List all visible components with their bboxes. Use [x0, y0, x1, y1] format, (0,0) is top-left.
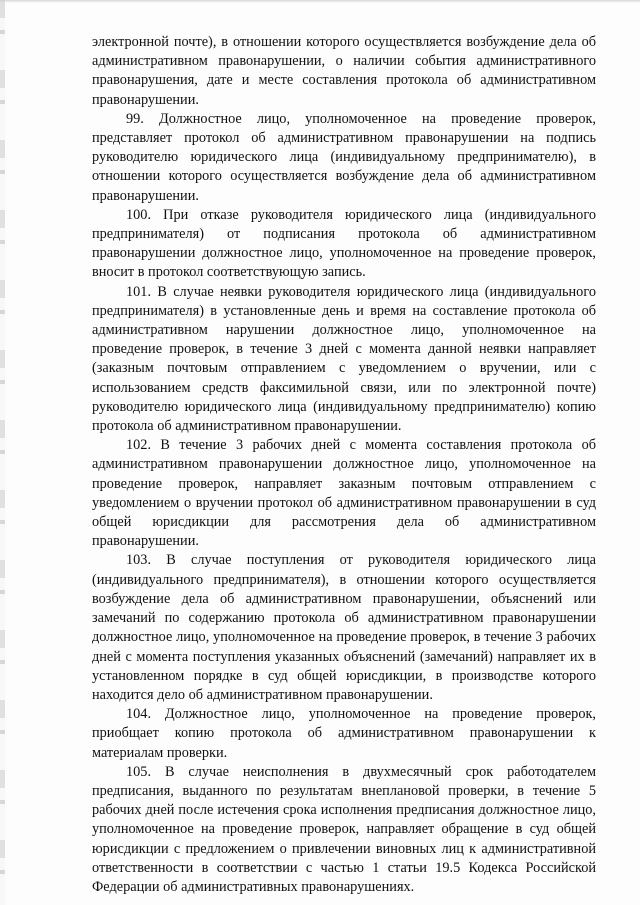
paragraph-continuation: электронной почте), в отношении которого осуществляется возбуждение дела об административном правонарушении, о наличии события административного правонарушения, дате и месте составления протокола об административном правонарушении.: [92, 34, 596, 108]
scan-edge-left: [0, 0, 5, 905]
paragraph-101: 101. В случае неявки руководителя юридического лица (индивидуального предпринимателя) в установленные день и время на составление протокола об административном нарушении должностное лицо, уполномоченное на проведение проверок, в течение 3 дней с момента данной неявки направляет (заказным почтовым отправлением с уведомлением о вручении, или с использованием средств факсимильной связи, или по электронной почте) руководителю юридического лица (индивидуальному предпринимателю) копию протокола об административном правонарушении.: [92, 283, 596, 435]
paragraph-104: 104. Должностное лицо, уполномоченное на проведение проверок, приобщает копию протокола об административном правонарушении к материалам проверки.: [92, 706, 596, 761]
paragraph-105: 105. В случае неисполнения в двухмесячный срок работодателем предписания, выданного по результатам внеплановой проверки, в течение 5 рабочих дней после истечения срока исполнения предписания должностное лицо, уполномоченное на проведение проверок, направляет обращение в суд общей юрисдикции с предложением о привлечении виновных лиц к административной ответственности в соответствии с частью 1 статьи 19.5 Кодекса Российской Федерации об административных правонарушениях.: [92, 763, 596, 895]
paragraph-100: 100. При отказе руководителя юридического лица (индивидуального предпринимателя) от подписания протокола об административном правонарушении должностное лицо, уполномоченное на проведение проверок, вносит в протокол соответствующую запись.: [92, 206, 596, 281]
paragraph-103: 103. В случае поступления от руководителя юридического лица (индивидуального предпринимателя), в отношении которого осуществляется возбуждение дела об административном правонарушении, объяснений или замечаний по содержанию протокола об административном правонарушении должностное лицо, уполномоченное на проведение проверок, в течение 3 рабочих дней с момента поступления указанных объяснений (замечаний) направляет их в установленном порядке в суд общей юрисдикции, в производстве которого находится дело об административном правонарушении.: [92, 552, 596, 703]
document-body: [92, 33, 596, 897]
paragraph-99: 99. Должностное лицо, уполномоченное на проведение проверок, представляет протокол об административном правонарушении на подпись руководителю юридического лица (индивидуальному предпринимателю), в отношении которого осуществляется возбуждение дела об административном правонарушении.: [92, 110, 596, 204]
scan-edge-top: [0, 0, 640, 3]
paragraph-102: 102. В течение 3 рабочих дней с момента составления протокола об административном правонарушении должностное лицо, уполномоченное на проведение проверок, направляет заказным почтовым отправлением с уведомлением о вручении протокол об административном правонарушении в суд общей юрисдикции для рассмотрения дела об административном правонарушении.: [92, 437, 596, 550]
